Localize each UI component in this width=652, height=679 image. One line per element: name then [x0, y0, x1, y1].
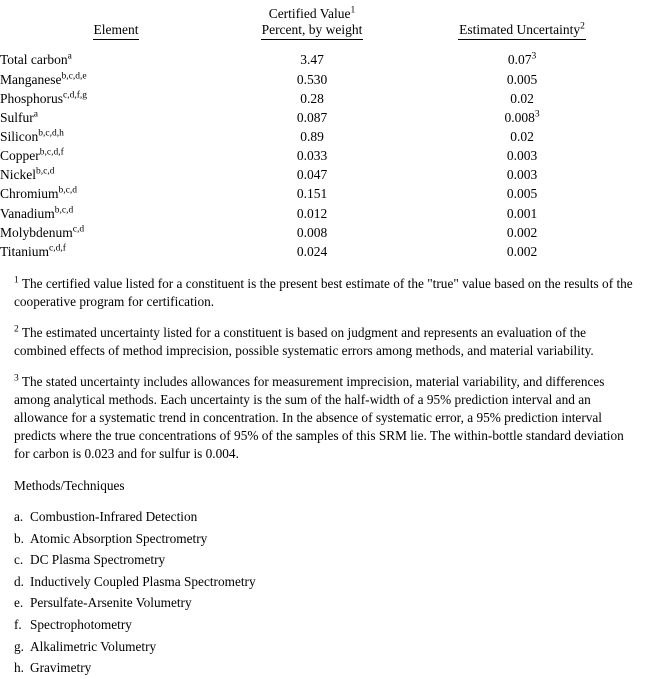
column-header-certified-value-top: Certified Value$^1$ [268, 5, 356, 21]
method-refs: b,c,d,f [39, 147, 64, 158]
method-label: Inductively Coupled Plasma Spectrometry [30, 573, 256, 589]
method-letter: h. [14, 660, 24, 676]
column-header-element [0, 6, 232, 41]
cell-element: Vanadium$^{b,c,d}$ [0, 205, 74, 221]
method-refs: b,c,d,h [38, 128, 64, 139]
list-item [14, 571, 638, 593]
method-letter: g. [14, 638, 24, 654]
list-item [14, 549, 638, 571]
table-row [0, 51, 652, 70]
footnote-1-marker: 1 [14, 276, 19, 287]
cell-element: Titanium$^{c,d,f}$ [0, 243, 66, 259]
footnote-1 [14, 275, 638, 311]
cell-element: Nickel$^{b,c,d}$ [0, 166, 55, 183]
cell-value: 0.087 [296, 109, 328, 125]
cell-value: 0.008 [296, 224, 328, 240]
methods-heading: Methods/Techniques [14, 478, 125, 494]
footnote-ref: 3 [531, 51, 537, 62]
footnote-2-text: The estimated uncertainty listed for a constituent is based on judgment and represents an evaluation of the combined effects of method imprecision, possible systematic errors among methods, and material variability. [14, 325, 594, 359]
cell-uncertainty: 0.008$^3$ [504, 109, 540, 125]
method-label: Gravimetry [30, 660, 92, 676]
cell-element: Silicon$^{b,c,d,h}$ [0, 128, 64, 145]
table-row [0, 108, 652, 127]
cell-uncertainty: 0.005 [506, 71, 538, 87]
cell-uncertainty: 0.02 [510, 129, 534, 145]
column-header-element-label: Element [93, 22, 140, 40]
cell-value: 0.89 [300, 129, 324, 145]
column-header-estimated-uncertainty [392, 6, 652, 41]
cell-uncertainty: 0.02 [510, 90, 534, 106]
method-letter: f. [14, 617, 22, 632]
cell-element: Chromium$^{b,c,d}$ [0, 185, 77, 202]
method-label: Alkalimetric Volumetry [30, 638, 157, 654]
cell-element: Sulfur$^a$ [0, 109, 38, 125]
cell-value: 0.28 [300, 90, 324, 106]
method-refs: b,c,d,e [61, 71, 87, 82]
table-row [0, 70, 652, 89]
cell-element: Manganese$^{b,c,d,e}$ [0, 71, 87, 87]
method-label: Spectrophotometry [30, 617, 132, 632]
cell-element: Molybdenum$^{c,d}$ [0, 224, 85, 240]
table-header [0, 6, 652, 41]
cell-uncertainty: 0.003 [506, 167, 538, 183]
cell-value: 0.033 [296, 148, 328, 164]
document-page [0, 5, 652, 676]
certified-values-table [0, 6, 652, 261]
table-row [0, 204, 652, 223]
cell-uncertainty: 0.002 [506, 243, 538, 259]
method-label: Persulfate-Arsenite Volumetry [30, 595, 192, 611]
method-label: Atomic Absorption Spectrometry [30, 530, 208, 546]
method-refs: c,d,f,g [63, 90, 88, 101]
method-refs: b,c,d [36, 166, 55, 177]
method-letter: e. [14, 595, 24, 611]
table-spacer [0, 41, 652, 51]
footnote-2 [14, 324, 638, 360]
cell-uncertainty: 0.07$^3$ [507, 51, 537, 68]
cell-value: 0.047 [296, 167, 328, 183]
cell-value: 3.47 [300, 52, 324, 68]
method-letter: c. [14, 552, 24, 568]
cell-element: Total carbon$^a$ [0, 51, 72, 68]
table-row [0, 127, 652, 146]
footnote-2-marker: 2 [14, 324, 19, 335]
list-item [14, 592, 638, 614]
method-refs: c,d [72, 224, 85, 235]
table-row [0, 147, 652, 166]
footnote-ref-1: 1 [350, 5, 356, 16]
cell-uncertainty: 0.001 [506, 205, 538, 221]
footnote-ref: 3 [534, 109, 540, 120]
cell-element: Phosphorus$^{c,d,f,g}$ [0, 90, 88, 106]
method-letter: b. [14, 530, 24, 546]
list-item [14, 506, 638, 528]
cell-value: 0.151 [296, 186, 328, 202]
cell-value: 0.530 [296, 71, 328, 87]
cell-uncertainty: 0.002 [506, 224, 538, 240]
column-header-certified-value-units: Percent, by weight [261, 22, 364, 40]
table-row [0, 166, 652, 185]
cell-value: 0.012 [296, 205, 328, 221]
footnote-1-text: The certified value listed for a constituent is the present best estimate of the "true" value based on the results of the cooperative program for certification. [14, 276, 633, 310]
method-refs: b,c,d [58, 185, 77, 196]
method-letter: d. [14, 573, 24, 589]
cell-uncertainty: 0.003 [506, 148, 538, 164]
footnote-3-text: The stated uncertainty includes allowances for measurement imprecision, material variability, and differences among analytical methods. Each uncertainty is the sum of the half-width of a 95% prediction interval and an allowance for a systematic trend in concentration. In the absence of systematic error, a 95% prediction interval predicts where the true concentrations of 95% of the samples of this SRM lie. The within-bottle standard deviation for carbon is 0.023 and for sulfur is 0.004. [14, 374, 624, 461]
method-label: DC Plasma Spectrometry [30, 552, 166, 568]
column-header-certified-value [232, 6, 392, 41]
method-label: Combustion-Infrared Detection [30, 509, 198, 525]
method-refs: c,d,f [49, 243, 66, 254]
table-row [0, 185, 652, 204]
method-refs: a [67, 51, 72, 62]
table-row [0, 242, 652, 261]
method-refs: b,c,d [54, 205, 74, 216]
cell-uncertainty: 0.005 [506, 186, 538, 202]
method-letter: a. [14, 509, 24, 525]
list-item [14, 636, 638, 658]
footnote-ref-2: 2 [580, 21, 585, 32]
column-header-estimated-uncertainty-label: Estimated Uncertainty$^2$ [458, 22, 586, 40]
list-item [14, 528, 638, 550]
list-item [14, 614, 638, 636]
footnote-3 [14, 373, 638, 462]
methods-list [14, 506, 638, 678]
cell-value: 0.024 [296, 243, 328, 259]
cell-element: Copper$^{b,c,d,f}$ [0, 147, 64, 164]
table-row [0, 223, 652, 242]
list-item [14, 657, 638, 679]
method-refs: a [33, 109, 38, 120]
table-body [0, 41, 652, 262]
footnote-3-marker: 3 [14, 373, 19, 384]
footnotes-section [14, 275, 638, 678]
table-row [0, 89, 652, 108]
